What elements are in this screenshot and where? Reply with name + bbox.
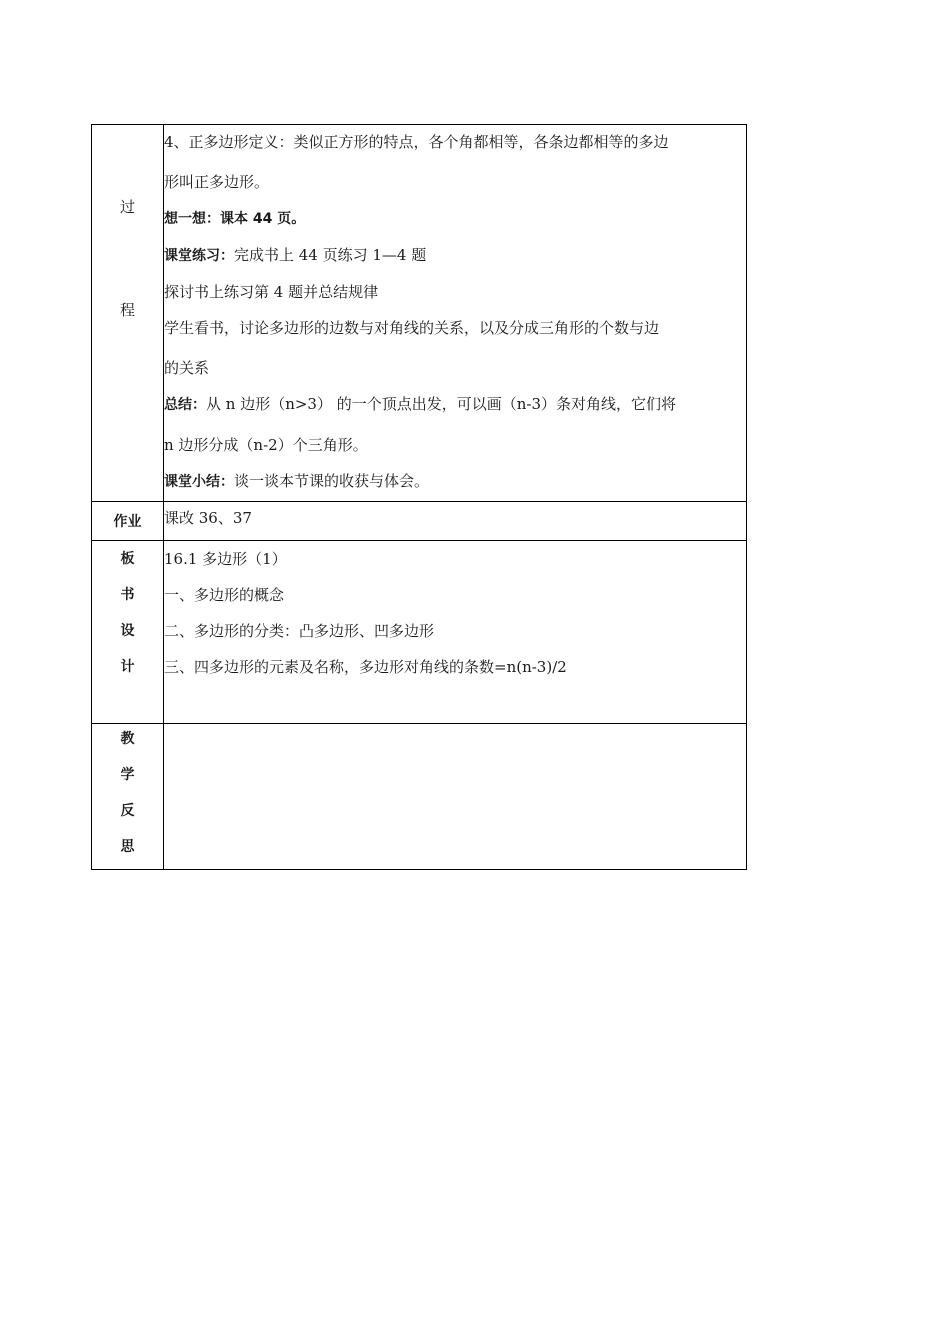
process-line xyxy=(164,205,746,232)
homework-label-cell xyxy=(92,502,164,541)
homework-text: 课改 36、37 xyxy=(164,509,252,527)
board-line: 二、多边形的分类：凸多边形、凹多边形 xyxy=(164,622,435,640)
reflection-label-cell xyxy=(92,724,164,870)
process-line: 4、正多边形定义：类似正方形的特点，各个角都相等，各条边都相等的多边 xyxy=(164,133,669,151)
board-line: 三、四多边形的元素及名称，多边形对角线的条数=n(n-3)/2 xyxy=(164,658,567,676)
board-design-row xyxy=(92,541,747,724)
board-label-char: 板 xyxy=(120,551,135,567)
process-label-char: 程 xyxy=(119,301,135,319)
lesson-plan-table xyxy=(91,124,747,870)
board-label-char: 计 xyxy=(120,659,135,675)
reflection-content xyxy=(164,724,747,870)
lesson-summary-heading: 课堂小结： xyxy=(164,474,234,490)
process-line: 探讨书上练习第 4 题并总结规律 xyxy=(164,283,379,301)
board-line: 一、多边形的概念 xyxy=(164,586,285,604)
reflection-label-char: 教 xyxy=(120,731,135,747)
board-label-char: 设 xyxy=(120,623,135,639)
process-line: 的关系 xyxy=(164,359,210,377)
board-label-cell xyxy=(92,541,164,724)
board-label-char: 书 xyxy=(120,587,135,603)
process-line: n 边形分成（n-2）个三角形。 xyxy=(164,436,368,454)
classroom-practice-heading: 课堂练习： xyxy=(164,248,234,264)
process-line: 形叫正多边形。 xyxy=(164,173,270,191)
process-line: 课堂练习：完成书上 44 页练习 1—4 题 xyxy=(164,246,427,264)
process-label-char: 过 xyxy=(119,198,135,216)
process-line: 课堂小结：谈一谈本节课的收获与体会。 xyxy=(164,472,430,490)
think-heading: 想一想：课本 44 页。 xyxy=(164,211,306,227)
reflection-label-char: 反 xyxy=(120,803,135,819)
process-label-cell xyxy=(92,125,164,502)
board-line: 16.1 多边形（1） xyxy=(164,550,287,568)
board-content xyxy=(164,541,747,724)
summary-heading: 总结： xyxy=(164,397,206,413)
homework-label: 作业 xyxy=(113,514,142,530)
process-content xyxy=(164,125,747,502)
process-line: 学生看书，讨论多边形的边数与对角线的关系，以及分成三角形的个数与边 xyxy=(164,319,660,337)
reflection-row xyxy=(92,724,747,870)
homework-content xyxy=(164,502,747,541)
process-row xyxy=(92,125,747,502)
homework-row xyxy=(92,502,747,541)
reflection-label-char: 学 xyxy=(120,767,135,783)
reflection-label-char: 思 xyxy=(120,839,135,855)
process-line: 总结：从 n 边形（n>3） 的一个顶点出发，可以画（n-3）条对角线，它们将 xyxy=(164,395,677,413)
